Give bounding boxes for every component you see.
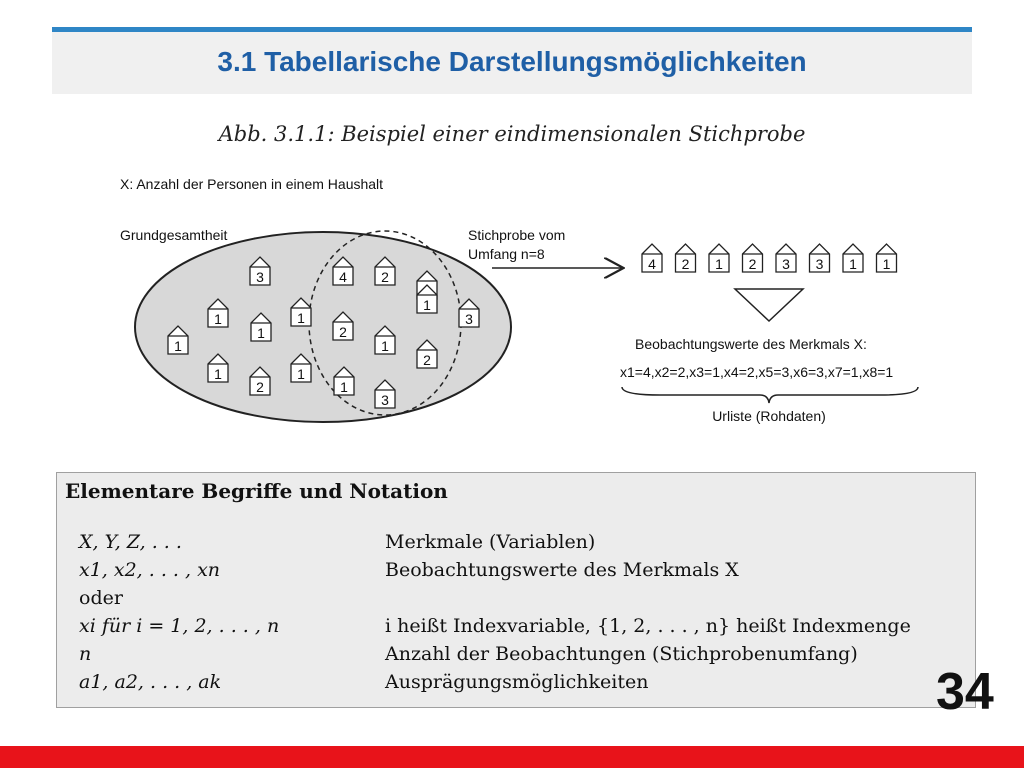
observed-label: Beobachtungswerte des Merkmals X:: [635, 336, 867, 352]
notation-meaning: Merkmale (Variablen): [385, 531, 596, 553]
house-value: 1: [340, 379, 348, 395]
house-value: 3: [782, 256, 790, 272]
house-value: 1: [882, 256, 891, 272]
notation-meaning: Anzahl der Beobachtungen (Stichprobenumfang): [385, 643, 858, 665]
notation-box: [56, 472, 976, 708]
house-icon: [709, 244, 729, 272]
house-value: 2: [681, 256, 690, 272]
notation-term: xi für i = 1, 2, . . . , n: [79, 615, 280, 637]
house-icon: [676, 244, 696, 272]
house-value: 2: [256, 379, 264, 395]
house-value: 3: [381, 392, 389, 408]
notation-meaning: Beobachtungswerte des Merkmals X: [385, 559, 739, 581]
notation-meaning: i heißt Indexvariable, {1, 2, . . . , n} heißt Indexmenge: [385, 615, 911, 637]
page-number: 34: [936, 663, 994, 721]
house-icon: [843, 244, 863, 272]
house-value: 3: [465, 311, 473, 327]
house-icon: [776, 244, 796, 272]
house-value: 1: [297, 366, 305, 382]
house-value: 1: [849, 256, 857, 272]
notation-row: [79, 559, 959, 587]
house-value: 2: [423, 352, 431, 368]
house-value: 1: [381, 338, 389, 354]
notation-row: [79, 531, 959, 559]
house-value: 1: [214, 311, 222, 327]
notation-term: a1, a2, . . . , ak: [79, 671, 222, 693]
footer-bar: [0, 746, 1024, 768]
sample-diagram: [100, 165, 960, 435]
notation-term: x1, x2, . . . , xn: [79, 559, 221, 581]
raw-list-label: Urliste (Rohdaten): [712, 408, 826, 424]
house-value: 1: [715, 256, 723, 272]
house-value: 2: [748, 256, 757, 272]
notation-heading: Elementare Begriffe und Notation: [65, 479, 448, 503]
header: [52, 32, 972, 94]
house-value: 1: [297, 310, 305, 326]
brace: [622, 387, 918, 403]
house-value: 2: [381, 269, 389, 285]
notation-row: [79, 643, 959, 671]
notation-term: n: [79, 643, 92, 665]
population-label: Grundgesamtheit: [120, 227, 228, 243]
funnel-triangle: [735, 289, 803, 321]
house-icon: [743, 244, 763, 272]
house-value: 1: [174, 338, 182, 354]
sample-label-line1: Stichprobe vom: [468, 227, 566, 243]
notation-meaning: Ausprägungsmöglichkeiten: [385, 671, 649, 693]
notation-row: [79, 615, 959, 643]
notation-row: [79, 671, 959, 699]
population-ellipse: [135, 232, 511, 422]
house-value: 1: [257, 325, 265, 341]
sample-houses: [642, 244, 897, 272]
house-value: 1: [214, 366, 222, 382]
figure-caption: Abb. 3.1.1: Beispiel einer eindimensionalen Stichprobe: [218, 122, 806, 146]
sample-label-line2: Umfang n=8: [468, 246, 545, 262]
house-icon: [810, 244, 830, 272]
notation-row: [79, 587, 959, 615]
house-value: 2: [339, 324, 347, 340]
house-value: 4: [648, 256, 656, 272]
house-value: 3: [815, 256, 824, 272]
house-value: 1: [423, 297, 431, 313]
notation-term: oder: [79, 587, 123, 609]
notation-term: X, Y, Z, . . .: [79, 531, 182, 553]
house-icon: [642, 244, 662, 272]
house-value: 3: [256, 269, 264, 285]
house-icon: [877, 244, 897, 272]
variable-label: X: Anzahl der Personen in einem Haushalt: [120, 176, 384, 192]
house-value: 4: [339, 269, 347, 285]
observed-values: x1=4,x2=2,x3=1,x4=2,x5=3,x6=3,x7=1,x8=1: [620, 364, 894, 380]
page-title: 3.1 Tabellarische Darstellungsmöglichkeiten: [217, 46, 807, 77]
